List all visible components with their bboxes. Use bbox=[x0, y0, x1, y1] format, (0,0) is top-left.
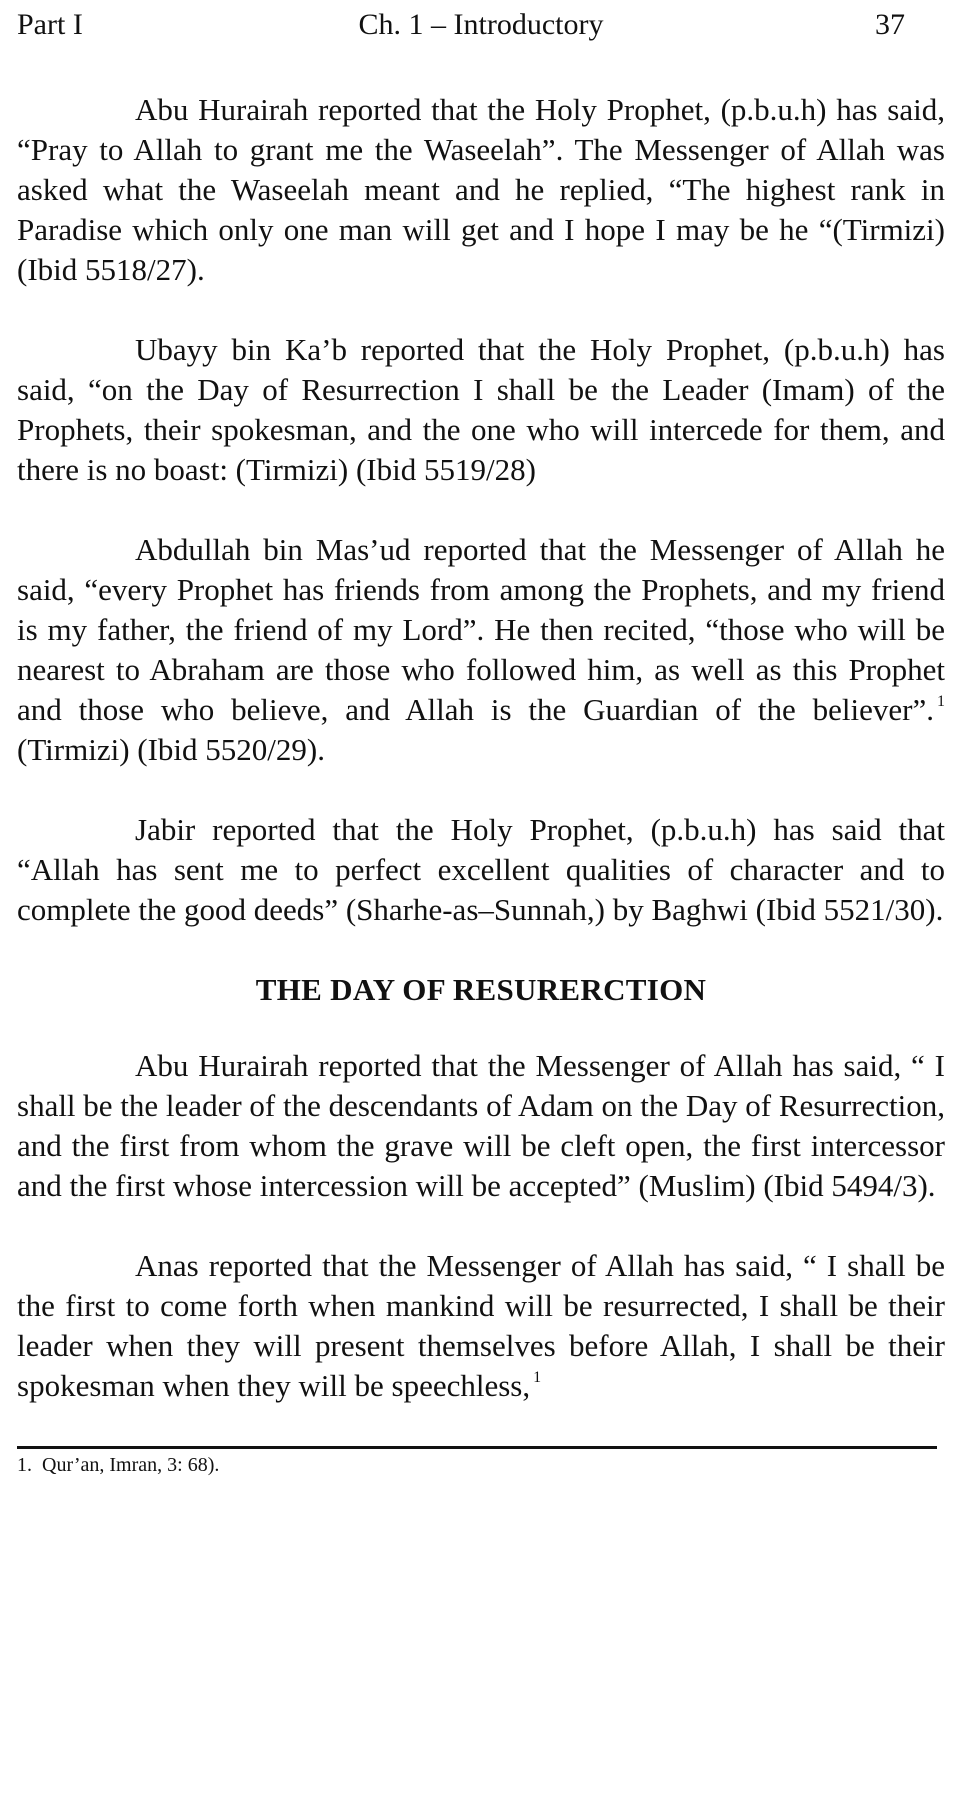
paragraph-anas-text: Anas reported that the Messenger of Allah has said, “ I shall be the first to come forth when mankind will be resurrected, I shall be their leader when they will present themselves before Allah, I shall be their spokesman when they will be speechless, bbox=[17, 1248, 945, 1403]
paragraph-abu-hurairah-resurrection: Abu Hurairah reported that the Messenger of Allah has said, “ I shall be the leader of the descendants of Adam on the Day of Resurrection, and the first from whom the grave will be cleft open, the first intercessor and the first whose intercession will be accepted” (Muslim) (Ibid 5494/3). bbox=[17, 1048, 945, 1203]
footnote bbox=[17, 1453, 219, 1477]
footnote-marker: 1 bbox=[937, 693, 945, 710]
page-number: 37 bbox=[875, 8, 905, 41]
paragraph-abdullah bbox=[17, 530, 945, 770]
footnote-marker: 1 bbox=[533, 1369, 542, 1386]
header-part-label: Part I bbox=[17, 8, 83, 41]
running-header bbox=[17, 0, 945, 62]
footnote-divider bbox=[17, 1446, 937, 1449]
paragraph-abdullah-citation: (Tirmizi) (Ibid 5520/29). bbox=[17, 732, 325, 767]
main-text bbox=[17, 90, 945, 1406]
footnote-number: 1. bbox=[17, 1454, 32, 1476]
paragraph-waseelah: Abu Hurairah reported that the Holy Prophet, (p.b.u.h) has said, “Pray to Allah to grant me the Waseelah”. The Messenger of Allah was asked what the Waseelah meant and he replied, “The highest rank in Paradise which only one man will get and I hope I may be he “(Tirmizi) (Ibid 5518/27). bbox=[17, 92, 945, 287]
paragraph-anas bbox=[17, 1246, 945, 1406]
paragraph-ubayy: Ubayy bin Ka’b reported that the Holy Prophet, (p.b.u.h) has said, “on the Day of Resurrection I shall be the Leader (Imam) of the Prophets, their spokesman, and the one who will intercede for them, and there is no boast: (Tirmizi) (Ibid 5519/28) bbox=[17, 332, 945, 487]
book-page bbox=[17, 0, 945, 1403]
paragraph-jabir: Jabir reported that the Holy Prophet, (p.b.u.h) has said that “Allah has sent me to perfect excellent qualities of character and to complete the good deeds” (Sharhe-as–Sunnah,) by Baghwi (Ibid 5521/30). bbox=[17, 812, 945, 927]
header-chapter-title: Ch. 1 – Introductory bbox=[358, 8, 604, 41]
paragraph-abdullah-text: Abdullah bin Mas’ud reported that the Messenger of Allah he said, “every Prophet has friends from among the Prophets, and my friend is my father, the friend of my Lord”. He then recited, “those who will be nearest to Abraham are those who followed him, as well as this Prophet and those who believe, and Allah is the Guardian of the believer”. bbox=[17, 532, 945, 727]
footnote-text: Qur’an, Imran, 3: 68). bbox=[42, 1454, 220, 1476]
section-heading: THE DAY OF RESURERCTION bbox=[255, 972, 707, 1007]
